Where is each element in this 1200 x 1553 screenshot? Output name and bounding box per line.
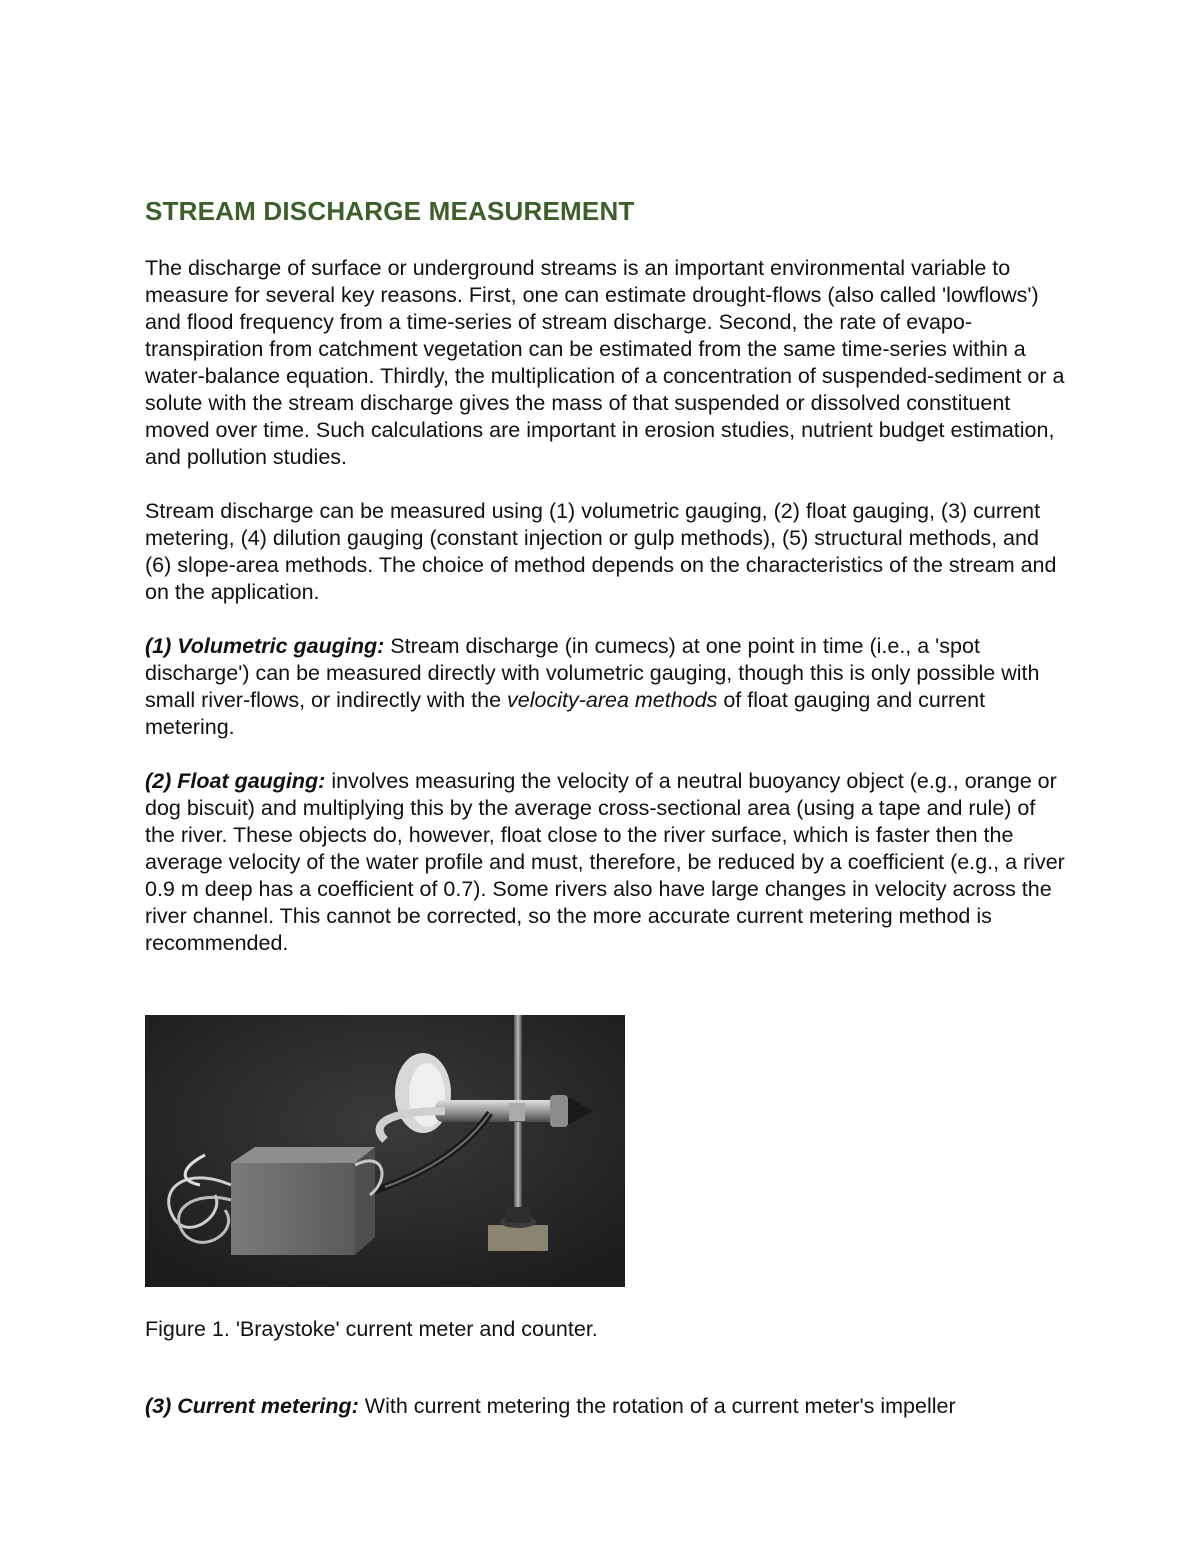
document-body bbox=[145, 196, 1065, 984]
document-title: STREAM DISCHARGE MEASUREMENT bbox=[145, 196, 635, 226]
volumetric-gauging-heading: (1) Volumetric gauging: bbox=[145, 634, 385, 658]
volumetric-gauging-paragraph bbox=[145, 633, 1065, 741]
intro-paragraph: The discharge of surface or underground streams is an important environmental variable to measure for several key reasons. First, one can estimate drought-flows (also called 'lowflows') and flood frequency from a time-series of stream discharge. Second, the rate of evapo-transpiration from catchment vegetation can be estimated from the same time-series within a water-balance equation. Thirdly, the multiplication of a concentration of suspended-sediment or a solute with the stream discharge gives the mass of that suspended or dissolved constituent moved over time. Such calculations are important in erosion studies, nutrient budget estimation, and pollution studies. bbox=[145, 256, 1065, 469]
float-gauging-paragraph bbox=[145, 768, 1065, 957]
current-meter-photo bbox=[145, 1015, 625, 1287]
figure-caption: Figure 1. 'Braystoke' current meter and counter. bbox=[145, 1317, 598, 1341]
current-metering-heading: (3) Current metering: bbox=[145, 1393, 359, 1418]
current-metering-paragraph bbox=[145, 1393, 1065, 1420]
volumetric-text-after: of float gauging and current metering. bbox=[145, 688, 986, 739]
braystoke-current-meter-illustration bbox=[145, 1015, 625, 1287]
volumetric-text-before: Stream discharge (in cumecs) at one point in time (i.e., a 'spot discharge') can be measured directly with volumetric gauging, though this is only possible with small river-flows, or indirectly with the bbox=[145, 634, 1040, 712]
velocity-area-methods-term: velocity-area methods bbox=[507, 688, 718, 712]
float-gauging-text: involves measuring the velocity of a neutral buoyancy object (e.g., orange or dog biscuit) and multiplying this by the average cross-sectional area (using a tape and rule) of the river. These objects do, however, float close to the river surface, which is faster then the average velocity of the water profile and must, therefore, be reduced by a coefficient (e.g., a river 0.9 m deep has a coefficient of 0.7). Some rivers also have large changes in velocity across the river channel. This cannot be corrected, so the more accurate current metering method is recommended. bbox=[145, 769, 1065, 955]
methods-overview-paragraph: Stream discharge can be measured using (1) volumetric gauging, (2) float gauging, (3) current metering, (4) dilution gauging (constant injection or gulp methods), (5) structural methods, and (6) slope-area methods. The choice of method depends on the characteristics of the stream and on the application. bbox=[145, 499, 1057, 604]
current-metering-text: With current metering the rotation of a current meter's impeller bbox=[358, 1393, 956, 1418]
float-gauging-heading: (2) Float gauging: bbox=[145, 769, 326, 793]
